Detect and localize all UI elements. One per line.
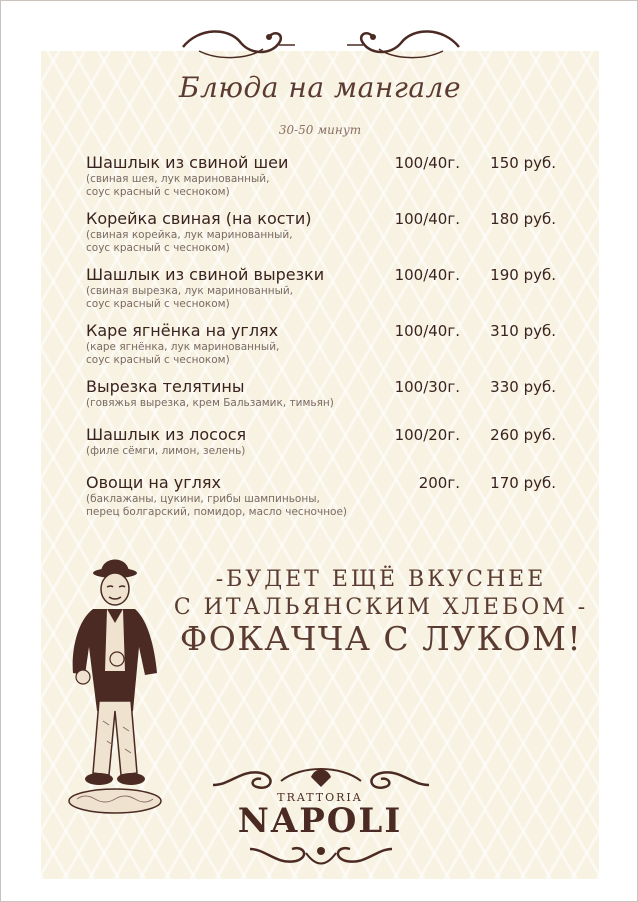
dish-description-line: (свиная корейка, лук маринованный, [86, 229, 293, 241]
dish-name: Шашлык из свиной вырезки [86, 265, 325, 284]
dish-price: 170 руб. [490, 474, 556, 492]
promo-line-1: -БУДЕТ ЕЩЁ ВКУСНЕЕ [215, 567, 547, 592]
brand-napoli: NAPOLI [237, 801, 403, 841]
dish-portion: 100/20г. [394, 426, 460, 444]
dish-portion: 100/30г. [394, 378, 460, 396]
dish-description: (филе сёмги, лимон, зелень) [86, 445, 246, 457]
dish-description-line: соус красный с чесноком) [86, 186, 230, 198]
dish-description [86, 493, 386, 519]
dish-description-line: соус красный с чесноком) [86, 242, 230, 254]
page-title: Блюда на мангале [178, 71, 462, 104]
menu-item [86, 473, 556, 519]
menu-item [86, 321, 556, 367]
dish-description-line: соус красный с чесноком) [86, 354, 230, 366]
dish-name: Овощи на углях [86, 473, 221, 492]
logo-ornament-top-icon [211, 763, 431, 793]
dish-description: (говяжья вырезка, крем Бальзамик, тимьян) [86, 397, 334, 409]
dish-price: 190 руб. [490, 266, 556, 284]
brand-trattoria: TRATTORIA [277, 791, 363, 804]
dish-description-line: (баклажаны, цукини, грибы шампиньоны, [86, 493, 320, 505]
dish-description-line: соус красный с чесноком) [86, 298, 230, 310]
dish-description [86, 341, 386, 367]
dish-price: 330 руб. [490, 378, 556, 396]
dish-name: Вырезка телятины [86, 377, 245, 396]
dish-portion: 100/40г. [394, 210, 460, 228]
dish-description-line: (каре ягнёнка, лук маринованный, [86, 341, 280, 353]
logo-ornament-bottom-icon [246, 841, 396, 871]
dish-description-line: (свиная вырезка, лук маринованный, [86, 285, 294, 297]
promo-line-2: С ИТАЛЬЯНСКИМ ХЛЕБОМ - [173, 595, 589, 620]
menu-item [86, 209, 556, 255]
dish-portion: 200г. [418, 474, 460, 492]
menu-item [86, 425, 556, 458]
dish-price: 260 руб. [490, 426, 556, 444]
dish-name: Корейка свиная (на кости) [86, 209, 312, 228]
menu-item [86, 377, 556, 410]
dish-name: Каре ягнёнка на углях [86, 321, 279, 340]
chef-figurine-icon [63, 551, 163, 821]
dish-description [86, 173, 386, 199]
dish-price: 310 руб. [490, 322, 556, 340]
ornament-top-right-icon [345, 23, 463, 63]
promo-line-3: ФОКАЧЧА С ЛУКОМ! [179, 619, 583, 658]
page-subtitle: 30-50 минут [278, 123, 362, 137]
dish-name: Шашлык из лосося [86, 425, 247, 444]
dish-description-line: (свиная шея, лук маринованный, [86, 173, 270, 185]
ornament-top-left-icon [179, 23, 297, 63]
dish-name: Шашлык из свиной шеи [86, 153, 289, 172]
menu-item [86, 153, 556, 199]
dish-price: 180 руб. [490, 210, 556, 228]
dish-price: 150 руб. [490, 154, 556, 172]
dish-description-line: перец болгарский, помидор, масло чесночное) [86, 506, 348, 518]
dish-description [86, 229, 386, 255]
dish-portion: 100/40г. [394, 154, 460, 172]
dish-portion: 100/40г. [394, 266, 460, 284]
dish-portion: 100/40г. [394, 322, 460, 340]
menu-item [86, 265, 556, 311]
dish-description [86, 285, 386, 311]
